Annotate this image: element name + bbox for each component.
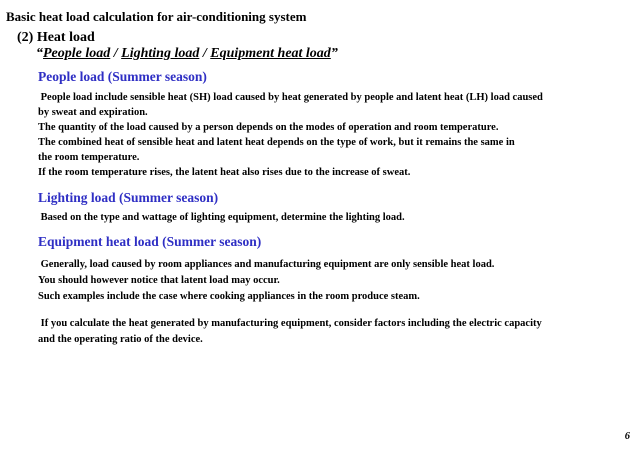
equipment-load-text-line: If you calculate the heat generated by manufacturing equipment, consider factors including the electric capacity	[38, 318, 542, 329]
people-load-heading: People load (Summer season)	[38, 69, 207, 84]
open-quote: “	[36, 46, 43, 61]
equipment-load-text-line: You should however notice that latent load may occur.	[38, 275, 280, 286]
separator: /	[199, 46, 211, 61]
lighting-load-text-line: Based on the type and wattage of lighting equipment, determine the lighting load.	[38, 212, 405, 223]
equipment-load-text-line: and the operating ratio of the device.	[38, 334, 203, 345]
people-load-link[interactable]: People load	[43, 46, 111, 61]
subtitle-topics	[36, 46, 338, 62]
people-load-text-line: The quantity of the load caused by a person depends on the modes of operation and room temperature.	[38, 122, 499, 133]
people-load-text-line: by sweat and expiration.	[38, 107, 148, 118]
separator: /	[110, 46, 122, 61]
lighting-load-heading: Lighting load (Summer season)	[38, 190, 219, 205]
people-load-text-line: People load include sensible heat (SH) load caused by heat generated by people and latent heat (LH) load caused	[38, 92, 543, 103]
equipment-load-text-line: Generally, load caused by room appliances and manufacturing equipment are only sensible heat load.	[38, 259, 495, 270]
equipment-heat-load-heading: Equipment heat load (Summer season)	[38, 234, 262, 249]
people-load-text-line: the room temperature.	[38, 152, 140, 163]
close-quote: ”	[330, 46, 338, 61]
lighting-load-link[interactable]: Lighting load	[121, 46, 200, 61]
section-heading: (2) Heat load	[17, 30, 95, 45]
document-title: Basic heat load calculation for air-conditioning system	[6, 9, 307, 24]
people-load-text-line: If the room temperature rises, the latent heat also rises due to the increase of sweat.	[38, 167, 411, 178]
people-load-text-line: The combined heat of sensible heat and latent heat depends on the type of work, but it remains the same in	[38, 137, 515, 148]
equipment-heat-load-link[interactable]: Equipment heat load	[210, 46, 331, 61]
equipment-load-text-line: Such examples include the case where cooking appliances in the room produce steam.	[38, 291, 420, 302]
page-number: 6	[624, 431, 630, 442]
